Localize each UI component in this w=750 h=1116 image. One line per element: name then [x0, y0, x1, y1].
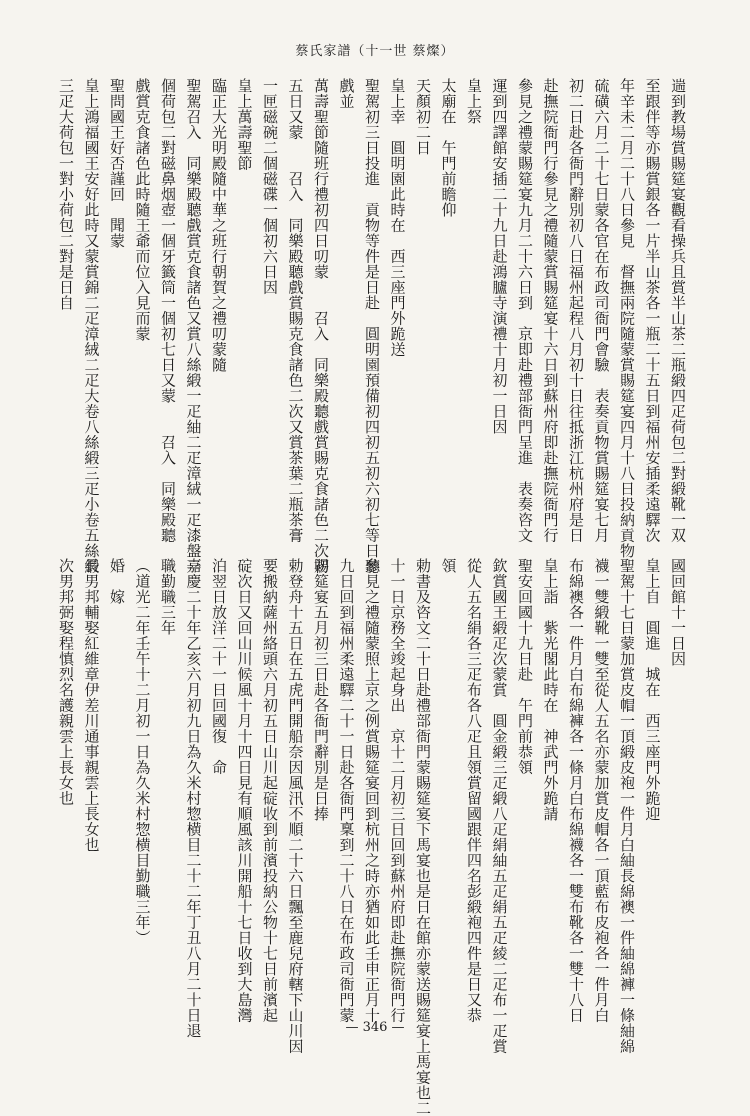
upper-text-block	[50, 78, 690, 574]
text-column: 婚 嫁	[108, 558, 126, 605]
text-column: 至跟伴等亦賜賞銀各一片半山茶各一瓶二十五日到福州安插柔遠驛次	[643, 78, 662, 543]
text-column: 領	[439, 558, 458, 574]
text-column: 年辛未二月二十八日參見 督撫兩院隨蒙賞賜筵宴四月十八日投納貢物	[618, 78, 636, 559]
text-column: 一匣磁碗二個磁碟一個初六日因	[261, 78, 279, 295]
text-column: 天顏初二日	[414, 78, 432, 156]
text-column: 十一日京務全竣起身出 京十二月初三日回到蘇州府即赴撫院衙門行	[388, 558, 407, 1023]
text-column: 九日回到福州柔遠驛二十一日赴各衙門稟到二十八日在布政司衙門蒙	[337, 558, 356, 1023]
text-column: 皇上自 圓進 城在 西三座門外跪迎	[643, 558, 662, 822]
page-number: — 346 —	[345, 1020, 405, 1035]
text-column: 從人五名絹各三疋布各八疋且領賞留國跟伴四名彭緞袍四件是日又恭	[465, 558, 483, 1023]
page-title: 蔡氏家譜（十一世 蔡燦）	[295, 44, 455, 59]
text-column: 戲賞克食諸色此時隨王爺而位入見而蒙	[133, 78, 152, 342]
text-column: 戲並	[337, 78, 356, 109]
text-column: 皇上鴻福國王安好此時又蒙賞錦二疋漳絨二疋大卷八絲緞三疋小卷五絲緞	[82, 78, 101, 574]
text-column: 聖駕召入 同樂殿聽戲賞克食諸色又賞八絲緞一疋紬二疋漳絨一疋漆盤一	[184, 78, 203, 574]
text-column: 參見之禮蒙賜筵宴九月二十六日到 京即赴禮部衙門呈進 表奏咨文	[516, 78, 534, 543]
text-column: 勅書及咨文二十日赴禮部衙門蒙賜筵宴下馬宴也是日在館亦蒙送賜筵宴上馬宴也二	[414, 558, 432, 1116]
text-column: 萬壽聖節隨班行禮初四日叨蒙 召入 同樂殿聽戲賞賜克食諸色二次初	[312, 78, 330, 574]
text-column: 碇次日又回山川候風十月十四日見有順風該川開船十七日收到大島灣	[235, 558, 254, 1023]
text-column: 次男邦弼娶程慎烈名護親雲上長女也	[57, 558, 75, 806]
text-column: 職勤職三年	[159, 558, 177, 636]
text-column: 欽賞國王緞疋次蒙賞 圓金緞三疋緞八疋絹紬五疋絹五疋綾二疋布一疋賞	[490, 558, 509, 1054]
text-column: 聖安回國十九日赴 午門前恭領	[516, 558, 534, 775]
text-column: 嘉慶二十年乙亥六月初九日為久米村惣横目二十二年丁丑八月二十日退	[184, 558, 203, 1039]
text-column: 勅登舟十五日在五虎門開船奈因風汛不順二十六日飄至鹿兒府轄下山川因	[286, 558, 305, 1054]
text-column: 運到四譯館安插二十九日赴鴻臚寺演禮十月初一日因	[490, 78, 509, 435]
text-column: 皇上幸 圓明園此時在 西三座門外跪送	[388, 78, 407, 357]
text-column: 賜筵宴五月初三日赴各衙門辭別是日捧	[312, 558, 330, 822]
text-column: （道光二年壬午十二月初一日為久米村惣横目勤職三年）	[133, 558, 152, 946]
text-column: 要搬納薩州絡頭六月初五日山川起碇收到前濱投納公物十七日前濱起	[261, 558, 279, 1023]
text-column: 五日又蒙 召入 同樂殿聽戲賞賜克食諸色二次又賞茶葉二瓶茶膏	[286, 78, 305, 543]
text-column: 布綿襖各一件月白布綿褲各一條月白布綿襪各一雙布靴各一雙十八日	[567, 558, 585, 1023]
text-column: 襪一雙緞靴一雙至從人五名亦蒙加賞皮帽各一頂藍布皮袍各一件月白	[592, 558, 611, 1023]
text-column: 太廟在 午門前瞻仰	[439, 78, 458, 218]
text-column: 聖駕初三日投進 貢物等件是日赴 圓明園預備初四初五初六初七等日聽	[363, 78, 381, 574]
text-column: 國回館十一日因	[669, 558, 687, 667]
text-column: 臨正大光明殿隨中華之班行朝賀之禮叨蒙隨	[210, 78, 228, 373]
text-column: 參見之禮隨蒙照上京之例賞賜筵宴回到杭州之時亦猶如此壬申正月十	[363, 558, 381, 1023]
text-column: 硫磺六月二十七日蒙各官在布政司衙門會驗 表奏貢物賞賜筵宴七月	[592, 78, 611, 543]
page-header	[0, 40, 750, 59]
text-column: 長男邦輔娶紅維章伊差川通事親雲上長女也	[82, 558, 101, 853]
text-column: 聖駕十七日蒙加賞皮帽一頂緞皮袍一件月白紬長綿襖一件紬綿褲一條紬綿	[618, 558, 636, 1054]
text-column: 皇上詣 紫光閣此時在 神武門外跪請	[541, 558, 560, 822]
text-column: 個荷包二對磁鼻烟壺一個牙籤筒一個初七日又蒙 召入 同樂殿聽	[159, 78, 177, 543]
text-column: 初二日赴各衙門辭別初八日福州起程八月初十日往抵浙江杭州府是日	[567, 78, 585, 543]
text-column: 皇上萬壽聖節	[235, 78, 254, 171]
text-column: 三疋大荷包一對小荷包二對是日自	[57, 78, 75, 311]
text-column: 皇上祭	[465, 78, 483, 125]
text-column: 赴撫院衙門行參見之禮隨蒙賞賜筵宴十六日到蘇州府即赴撫院衙門行	[541, 78, 560, 543]
text-column: 聖問國王好否謹回 聞蒙	[108, 78, 126, 249]
text-column: 泊翌日放洋二十一日回國復 命	[210, 558, 228, 775]
lower-text-block	[50, 558, 690, 1116]
text-column: 遄到教場賞賜筵宴觀看操兵且賞半山茶二瓶緞四疋荷包二對緞靴一双	[669, 78, 687, 543]
